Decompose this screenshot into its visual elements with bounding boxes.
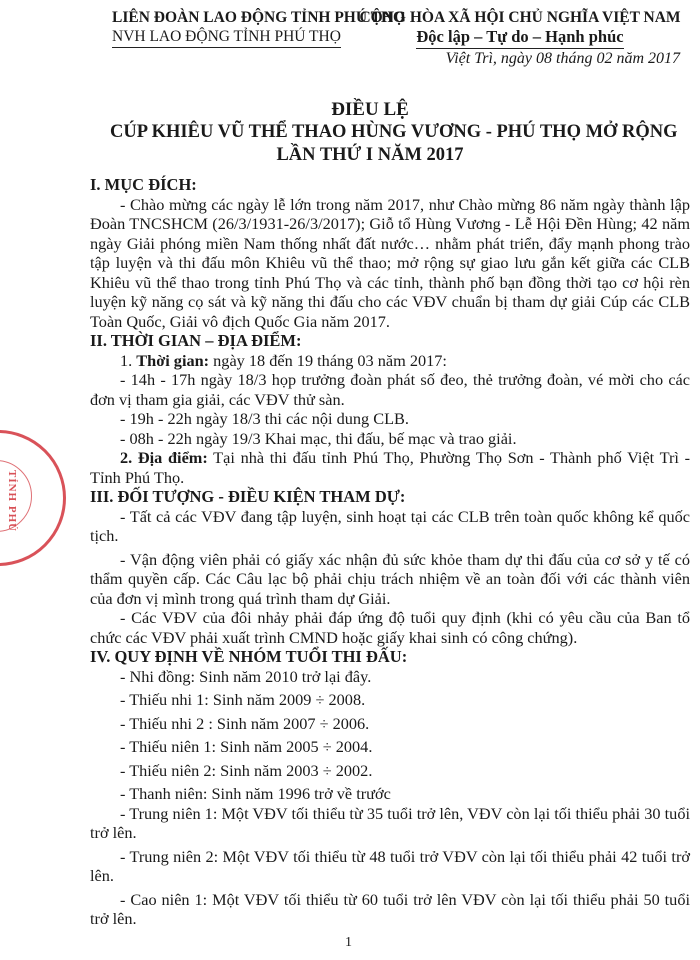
schedule-item-1: - 14h - 17h ngày 18/3 họp trưởng đoàn phát số đeo, thẻ trưởng đoàn, vé mời cho các đơn vị tham gia giải, các VĐV thử sàn. — [90, 370, 690, 409]
time-number: 1. — [120, 350, 137, 370]
time-value: ngày 18 đến 19 tháng 03 năm 2017: — [209, 350, 447, 370]
age-group-5: - Thiếu niên 2: Sinh năm 2003 ÷ 2002. — [120, 760, 373, 780]
time-label: Thời gian: — [136, 350, 210, 370]
section-3-heading: III. ĐỐI TƯỢNG - ĐIỀU KIỆN THAM DỰ: — [90, 487, 406, 506]
age-group-8: - Trung niên 2: Một VĐV tối thiểu từ 48 tuổi trở VĐV còn lại tối thiểu phải 42 tuổi trở lên. — [90, 846, 690, 885]
section-4-heading: IV. QUY ĐỊNH VỀ NHÓM TUỔI THI ĐẤU: — [90, 647, 408, 666]
nation-name: CỘNG HÒA XÃ HỘI CHỦ NGHĨA VIỆT NAM — [359, 9, 681, 26]
section-1-heading: I. MỤC ĐÍCH: — [90, 175, 197, 194]
place-line — [90, 448, 690, 487]
national-motto: Độc lập – Tự do – Hạnh phúc — [416, 27, 623, 49]
section-3-para-1: - Tất cả các VĐV đang tập luyện, sinh hoạt tại các CLB trên toàn quốc không kể quốc tịch. — [90, 506, 690, 545]
stamp-lettering: TỈNH PHÚ — [6, 470, 18, 533]
title-line-2: CÚP KHIÊU VŨ THỂ THAO HÙNG VƯƠNG - PHÚ THỌ MỞ RỘNG — [110, 122, 678, 142]
document-date: Việt Trì, ngày 08 tháng 02 năm 2017 — [445, 50, 680, 67]
org-line-1: LIÊN ĐOÀN LAO ĐỘNG TỈNH PHÚ THỌ — [112, 9, 406, 26]
age-group-1: - Nhi đồng: Sinh năm 2010 trở lại đây. — [120, 666, 372, 686]
place-value: Tại nhà thi đấu tỉnh Phú Thọ, Phường Thọ Sơn - Thành phố Việt Trì - Tỉnh Phú Thọ. — [90, 448, 691, 487]
section-3-para-3: - Các VĐV của đôi nhảy phải đáp ứng độ tuổi quy định (khi có yêu cầu của Ban tổ chức các VĐV phải xuất trình CMND hoặc giấy khai sinh có công chứng). — [90, 608, 690, 647]
age-group-6: - Thanh niên: Sinh năm 1996 trở về trước — [120, 784, 391, 803]
section-1-paragraph: - Chào mừng các ngày lễ lớn trong năm 2017, như Chào mừng 86 năm ngày thành lập Đoàn TNCSHCM (26/3/1931-26/3/2017); Giỗ tổ Hùng Vương - Lễ Hội Đền Hùng; 42 năm ngày Giải phóng miền Nam thống nhất đất nước… nhằm phát triển, đẩy mạnh phong trào tập luyện và thi đấu môn Khiêu vũ thể thao; mở rộng sự giao lưu gắn kết giữa các CLB Khiêu vũ thể thao trong tỉnh Phú Thọ và các tỉnh, thành phố bạn đồng thời tạo cơ hội rèn luyện kỹ năng cọ sát và kỹ năng thi đấu cho các VĐV chuẩn bị tham dự giải Cúp các CLB Toàn Quốc, Giải vô địch Quốc Gia năm 2017. — [90, 194, 690, 331]
title-line-3: LẦN THỨ I NĂM 2017 — [276, 145, 464, 165]
title-line-1: ĐIỀU LỆ — [331, 99, 409, 120]
age-group-9: - Cao niên 1: Một VĐV tối thiểu từ 60 tuổi trở lên VĐV còn lại tối thiểu phải 50 tuổi trở lên. — [90, 889, 690, 928]
age-group-7: - Trung niên 1: Một VĐV tối thiểu từ 35 tuổi trở lên, VĐV còn lại tối thiểu phải 30 tuổi trở lên. — [90, 803, 690, 842]
time-line — [90, 351, 690, 371]
place-label: 2. Địa điểm: — [120, 448, 208, 467]
section-3-para-2: - Vận động viên phải có giấy xác nhận đủ sức khỏe tham dự thi đấu của cơ sở y tế có thẩm quyền cấp. Các Câu lạc bộ phải chịu trách nhiệm về an toàn đối với các thành viên của đơn vị mình trong quá trình tham dự Giải. — [90, 549, 690, 608]
schedule-item-3: - 08h - 22h ngày 19/3 Khai mạc, thi đấu, bế mạc và trao giải. — [120, 428, 517, 448]
age-group-2: - Thiếu nhi 1: Sinh năm 2009 ÷ 2008. — [120, 690, 366, 709]
document-title — [110, 98, 678, 167]
age-group-4: - Thiếu niên 1: Sinh năm 2005 ÷ 2004. — [120, 737, 373, 756]
document-body — [90, 175, 690, 929]
age-group-3: - Thiếu nhi 2 : Sinh năm 2007 ÷ 2006. — [120, 713, 370, 733]
schedule-item-2: - 19h - 22h ngày 18/3 thi các nội dung CLB. — [120, 409, 409, 428]
page-number: 1 — [345, 935, 352, 950]
issuing-organization — [112, 8, 406, 48]
section-2-heading: II. THỜI GIAN – ĐỊA ĐIỂM: — [90, 331, 302, 350]
national-header — [355, 8, 685, 49]
org-line-2: NVH LAO ĐỘNG TỈNH PHÚ THỌ — [112, 27, 341, 48]
